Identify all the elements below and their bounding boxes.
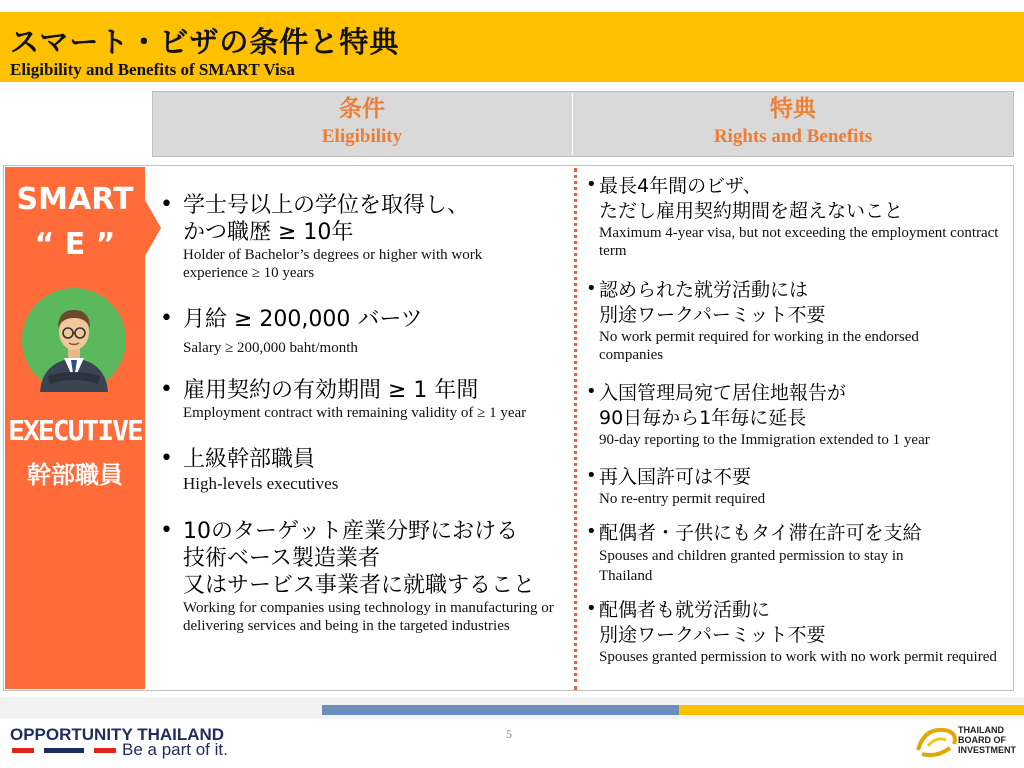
item-jp-line: 10のターゲット産業分野における <box>183 519 519 544</box>
executive-label: EXECUTIVE <box>8 414 142 447</box>
item-en: Employment contract with remaining validity of ≥ 1 year <box>183 405 527 421</box>
panel-arrow <box>145 200 161 256</box>
item-jp-line: 配偶者も就労活動に <box>599 599 771 621</box>
item-jp-line: 入国管理局宛て居住地報告が <box>599 382 847 404</box>
bullet-icon: • <box>160 518 173 543</box>
bullet-icon: • <box>586 521 597 542</box>
item-jp-line: 認められた就労活動には <box>599 279 809 301</box>
item-jp-line: 最長4年間のビザ、 <box>599 175 762 197</box>
item-jp-line: 月給 ≥ 200,000 バーツ <box>183 307 423 332</box>
item-jp-line: 別途ワークパーミット不要 <box>599 304 826 326</box>
executive-label-jp: 幹部職員 <box>27 461 123 489</box>
footer-stripe-gold <box>679 705 1024 715</box>
item-jp-line: 90日毎から1年毎に延長 <box>599 407 807 429</box>
item-jp-line: 技術ベース製造業者 <box>183 546 380 571</box>
item-jp-line: 又はサービス事業者に就職すること <box>183 573 536 598</box>
smart-label: SMART <box>16 182 134 217</box>
benefits-header-jp: 特典 <box>770 96 816 122</box>
flag-stripe-red <box>12 748 34 753</box>
item-jp-line: 再入国許可は不要 <box>599 466 752 488</box>
item-jp-line: 配偶者・子供にもタイ滞在許可を支給 <box>599 522 922 544</box>
bullet-icon: • <box>160 377 173 402</box>
item-jp-line: 別途ワークパーミット不要 <box>599 624 826 646</box>
tagline: Be a part of it. <box>122 740 228 759</box>
flag-stripe-red <box>94 748 116 753</box>
brand-text: OPPORTUNITY THAILAND <box>10 725 225 744</box>
bullet-icon: • <box>160 446 173 471</box>
item-en: 90-day reporting to the Immigration extended to 1 year <box>599 432 930 448</box>
page-number: 5 <box>506 727 512 741</box>
bullet-icon: • <box>160 192 173 217</box>
benefits-header <box>572 94 1014 150</box>
item-jp-line: 学士号以上の学位を取得し、 <box>183 193 470 218</box>
flag-stripe-navy <box>44 748 84 753</box>
boi-logo-icon <box>914 722 960 762</box>
item-en: Working for companies using technology in manufacturing or delivering services and being in the targeted industries <box>183 600 554 634</box>
executive-avatar-icon <box>18 288 130 392</box>
page-title-jp: スマート・ビザの条件と特典 <box>10 25 400 59</box>
boi-line: THAILAND <box>958 725 1004 735</box>
boi-line: INVESTMENT <box>958 745 1017 755</box>
footer-stripe-blue <box>322 705 679 715</box>
item-en: No re-entry permit required <box>599 491 766 507</box>
item-jp-line: 上級幹部職員 <box>183 447 316 472</box>
item-en: Salary ≥ 200,000 baht/month <box>183 340 358 356</box>
bullet-icon: • <box>586 381 597 402</box>
bullet-icon: • <box>586 598 597 619</box>
boi-logo-text <box>958 725 1016 755</box>
bullet-icon: • <box>160 306 173 331</box>
eligibility-header <box>152 94 572 150</box>
item-jp-line: かつ職歴 ≥ 10年 <box>183 220 354 245</box>
item-en: Spouses and children granted permission to stay in Thailand <box>599 548 904 584</box>
item-en: High-levels executives <box>183 474 339 493</box>
item-en: Spouses granted permission to work with no work permit required <box>599 649 997 665</box>
benefits-header-en: Rights and Benefits <box>713 126 873 147</box>
bullet-icon: • <box>586 278 597 299</box>
item-en: Maximum 4-year visa, but not exceeding the employment contract term <box>599 225 999 259</box>
bullet-icon: • <box>586 174 597 195</box>
item-en: Holder of Bachelor’s degrees or higher with work experience ≥ 10 years <box>183 247 483 281</box>
item-jp-line: 雇用契約の有効期間 ≥ 1 年間 <box>183 378 479 403</box>
visa-letter-label: “ E ” <box>34 227 116 262</box>
boi-line: BOARD OF <box>958 735 1006 745</box>
item-jp-line: ただし雇用契約期間を超えないこと <box>599 200 904 222</box>
bullet-icon: • <box>586 465 597 486</box>
item-en: No work permit required for working in the endorsed companies <box>599 329 919 363</box>
eligibility-header-jp: 条件 <box>339 96 385 122</box>
page-title-en: Eligibility and Benefits of SMART Visa <box>10 60 295 79</box>
eligibility-header-en: Eligibility <box>321 126 403 147</box>
